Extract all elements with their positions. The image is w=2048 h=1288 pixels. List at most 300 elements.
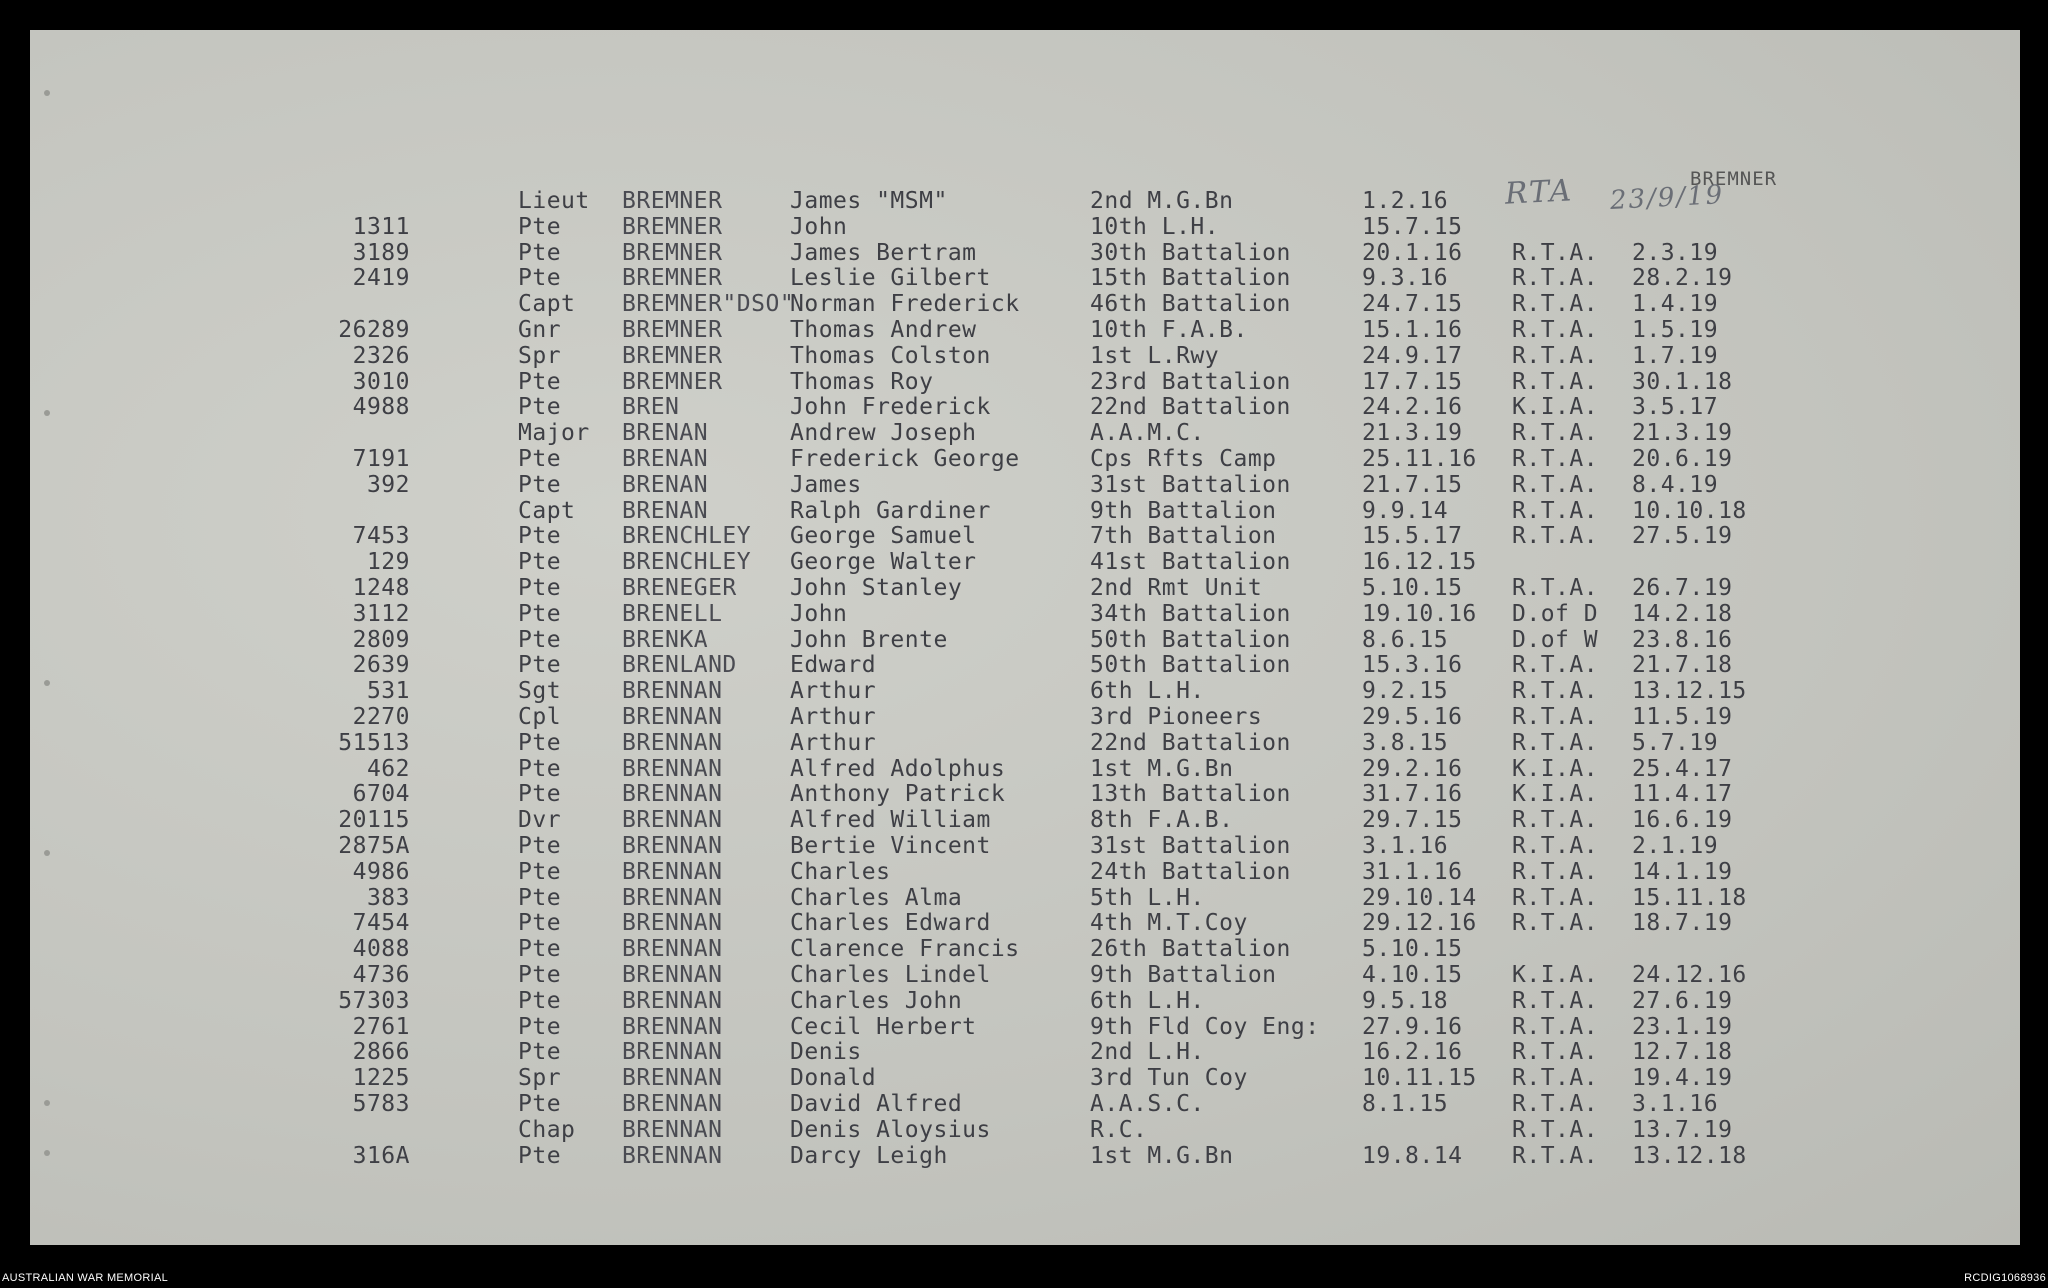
cell-surname: BRENNAN xyxy=(622,858,723,885)
table-row xyxy=(0,962,2048,988)
cell-num: 383 xyxy=(366,884,410,911)
cell-surname: BREN xyxy=(622,394,680,421)
cell-rank: Pte xyxy=(518,936,562,963)
cell-given: John xyxy=(790,600,848,627)
cell-fate: D.of W xyxy=(1512,626,1599,653)
cell-unit: 30th Battalion xyxy=(1090,239,1291,266)
cell-date: 3.8.15 xyxy=(1362,729,1449,756)
cell-num: 4088 xyxy=(352,936,410,963)
cell-rank: Dvr xyxy=(518,807,562,834)
cell-unit: 10th L.H. xyxy=(1090,213,1220,240)
cell-unit: 2nd L.H. xyxy=(1090,1039,1205,1066)
cell-rank: Major xyxy=(518,420,590,447)
cell-fate-date: 8.4.19 xyxy=(1632,471,1719,498)
cell-unit: 22nd Battalion xyxy=(1090,729,1291,756)
cell-rank: Pte xyxy=(518,962,562,988)
cell-date: 21.3.19 xyxy=(1362,420,1463,447)
cell-surname: BRENCHLEY xyxy=(622,523,752,550)
cell-given: James "MSM" xyxy=(790,188,948,214)
cell-fate: R.T.A. xyxy=(1512,342,1599,369)
cell-fate: R.T.A. xyxy=(1512,368,1599,395)
table-row xyxy=(0,936,2048,962)
cell-surname: BRENLAND xyxy=(622,652,737,679)
cell-unit: 31st Battalion xyxy=(1090,471,1291,498)
table-row xyxy=(0,188,2048,214)
table-row xyxy=(0,575,2048,601)
cell-given: David Alfred xyxy=(790,1091,963,1117)
cell-fate: R.T.A. xyxy=(1512,807,1599,834)
cell-date: 16.2.16 xyxy=(1362,1039,1463,1066)
cell-given: Denis Aloysius xyxy=(790,1116,991,1143)
cell-num: 20115 xyxy=(338,807,410,834)
table-row xyxy=(0,523,2048,549)
cell-rank: Pte xyxy=(518,1091,562,1117)
cell-unit: 26th Battalion xyxy=(1090,936,1291,963)
cell-given: Alfred William xyxy=(790,807,991,834)
cell-surname: BRENNAN xyxy=(622,884,723,911)
cell-date: 29.10.14 xyxy=(1362,884,1477,911)
cell-surname: BRENNAN xyxy=(622,1091,723,1117)
cell-unit: 6th L.H. xyxy=(1090,987,1205,1014)
cell-rank: Pte xyxy=(518,755,562,782)
cell-unit: 50th Battalion xyxy=(1090,626,1291,653)
cell-given: Bertie Vincent xyxy=(790,833,991,859)
cell-given: Clarence Francis xyxy=(790,936,1020,963)
cell-fate-date: 2.3.19 xyxy=(1632,239,1719,266)
cell-given: John xyxy=(790,213,848,240)
cell-unit: 9th Battalion xyxy=(1090,497,1277,524)
cell-fate-date: 13.12.15 xyxy=(1632,678,1747,705)
cell-rank: Pte xyxy=(518,1039,562,1066)
cell-surname: BRENAN xyxy=(622,497,709,524)
cell-date: 16.12.15 xyxy=(1362,549,1477,576)
cell-fate-date: 23.8.16 xyxy=(1632,626,1733,653)
cell-fate: R.T.A. xyxy=(1512,446,1599,472)
cell-date: 4.10.15 xyxy=(1362,962,1463,988)
cell-surname: BRENNAN xyxy=(622,807,723,834)
cell-fate: R.T.A. xyxy=(1512,1065,1599,1092)
cell-unit: 15th Battalion xyxy=(1090,265,1291,292)
table-row xyxy=(0,885,2048,911)
cell-rank: Pte xyxy=(518,394,562,421)
cell-fate-date: 28.2.19 xyxy=(1632,265,1733,292)
cell-unit: 23rd Battalion xyxy=(1090,368,1291,395)
cell-fate-date: 1.4.19 xyxy=(1632,291,1719,318)
table-row xyxy=(0,549,2048,575)
cell-surname: BRENNAN xyxy=(622,1065,723,1092)
cell-fate-date: 14.1.19 xyxy=(1632,858,1733,885)
cell-num: 531 xyxy=(366,678,410,705)
cell-fate: D.of D xyxy=(1512,600,1599,627)
cell-surname: BRENNAN xyxy=(622,962,723,988)
cell-date: 5.10.15 xyxy=(1362,936,1463,963)
cell-unit: 7th Battalion xyxy=(1090,523,1277,550)
table-row xyxy=(0,394,2048,420)
cell-fate-date: 23.1.19 xyxy=(1632,1013,1733,1040)
cell-surname: BRENKA xyxy=(622,626,709,653)
cell-unit: 6th L.H. xyxy=(1090,678,1205,705)
cell-given: James Bertram xyxy=(790,239,977,266)
cell-fate-date: 5.7.19 xyxy=(1632,729,1719,756)
cell-num: 6704 xyxy=(352,781,410,808)
cell-date: 29.2.16 xyxy=(1362,755,1463,782)
table-row xyxy=(0,910,2048,936)
table-row xyxy=(0,730,2048,756)
cell-surname: BREMNER xyxy=(622,368,723,395)
cell-fate: R.T.A. xyxy=(1512,729,1599,756)
table-row xyxy=(0,265,2048,291)
cell-surname: BRENEGER xyxy=(622,575,737,601)
cell-date: 15.3.16 xyxy=(1362,652,1463,679)
cell-date: 19.10.16 xyxy=(1362,600,1477,627)
table-row xyxy=(0,833,2048,859)
cell-fate: R.T.A. xyxy=(1512,317,1599,343)
cell-date: 20.1.16 xyxy=(1362,239,1463,266)
cell-date: 15.5.17 xyxy=(1362,523,1463,550)
cell-num: 7453 xyxy=(352,523,410,550)
cell-given: Arthur xyxy=(790,704,877,730)
cell-date: 29.12.16 xyxy=(1362,910,1477,937)
cell-rank: Pte xyxy=(518,884,562,911)
cell-surname: BRENNAN xyxy=(622,833,723,859)
table-row xyxy=(0,678,2048,704)
cell-rank: Capt xyxy=(518,291,576,318)
cell-given: James xyxy=(790,471,862,498)
cell-given: Denis xyxy=(790,1039,862,1066)
cell-rank: Pte xyxy=(518,600,562,627)
cell-given: George Samuel xyxy=(790,523,977,550)
cell-num: 2866 xyxy=(352,1039,410,1066)
cell-surname: BRENNAN xyxy=(622,1116,723,1143)
cell-fate: R.T.A. xyxy=(1512,987,1599,1014)
table-row xyxy=(0,1039,2048,1065)
cell-surname: BREMNER xyxy=(622,188,723,214)
table-row xyxy=(0,807,2048,833)
cell-surname: BREMNER xyxy=(622,317,723,343)
cell-rank: Pte xyxy=(518,575,562,601)
cell-rank: Pte xyxy=(518,729,562,756)
cell-unit: 1st M.G.Bn xyxy=(1090,755,1234,782)
cell-unit: 1st L.Rwy xyxy=(1090,342,1220,369)
cell-date: 24.9.17 xyxy=(1362,342,1463,369)
cell-rank: Pte xyxy=(518,910,562,937)
cell-given: Thomas Colston xyxy=(790,342,991,369)
cell-given: Charles Alma xyxy=(790,884,963,911)
cell-unit: 3rd Tun Coy xyxy=(1090,1065,1248,1092)
cell-given: Thomas Andrew xyxy=(790,317,977,343)
cell-given: John Frederick xyxy=(790,394,991,421)
cell-rank: Cpl xyxy=(518,704,562,730)
table-row xyxy=(0,756,2048,782)
cell-rank: Pte xyxy=(518,781,562,808)
cell-fate-date: 27.5.19 xyxy=(1632,523,1733,550)
cell-given: Alfred Adolphus xyxy=(790,755,1006,782)
cell-fate: R.T.A. xyxy=(1512,497,1599,524)
cell-date: 8.6.15 xyxy=(1362,626,1449,653)
cell-fate: R.T.A. xyxy=(1512,1142,1599,1169)
cell-fate-date: 13.7.19 xyxy=(1632,1116,1733,1143)
cell-date: 8.1.15 xyxy=(1362,1091,1449,1117)
cell-fate: R.T.A. xyxy=(1512,1013,1599,1040)
cell-given: Frederick George xyxy=(790,446,1020,472)
table-row xyxy=(0,859,2048,885)
cell-fate: R.T.A. xyxy=(1512,471,1599,498)
cell-date: 25.11.16 xyxy=(1362,446,1477,472)
cell-unit: 50th Battalion xyxy=(1090,652,1291,679)
cell-rank: Pte xyxy=(518,368,562,395)
cell-surname: BREMNER xyxy=(622,239,723,266)
cell-num: 2270 xyxy=(352,704,410,730)
cell-surname: BRENNAN xyxy=(622,678,723,705)
cell-unit: R.C. xyxy=(1090,1116,1148,1143)
cell-num: 3112 xyxy=(352,600,410,627)
cell-unit: 41st Battalion xyxy=(1090,549,1291,576)
cell-unit: 5th L.H. xyxy=(1090,884,1205,911)
cell-fate-date: 2.1.19 xyxy=(1632,833,1719,859)
cell-fate: K.I.A. xyxy=(1512,962,1599,988)
cell-fate: R.T.A. xyxy=(1512,833,1599,859)
cell-given: Thomas Roy xyxy=(790,368,934,395)
cell-given: Charles Edward xyxy=(790,910,991,937)
cell-unit: 46th Battalion xyxy=(1090,291,1291,318)
cell-unit: 13th Battalion xyxy=(1090,781,1291,808)
table-row xyxy=(0,291,2048,317)
cell-date: 9.2.15 xyxy=(1362,678,1449,705)
cell-given: Darcy Leigh xyxy=(790,1142,948,1169)
cell-num: 4736 xyxy=(352,962,410,988)
cell-date: 5.10.15 xyxy=(1362,575,1463,601)
cell-given: John Stanley xyxy=(790,575,963,601)
cell-fate: R.T.A. xyxy=(1512,265,1599,292)
cell-unit: 1st M.G.Bn xyxy=(1090,1142,1234,1169)
cell-unit: 24th Battalion xyxy=(1090,858,1291,885)
cell-unit: 8th F.A.B. xyxy=(1090,807,1234,834)
cell-date: 24.7.15 xyxy=(1362,291,1463,318)
cell-num: 4988 xyxy=(352,394,410,421)
cell-unit: 2nd M.G.Bn xyxy=(1090,188,1234,214)
cell-fate-date: 11.5.19 xyxy=(1632,704,1733,730)
cell-surname: BRENNAN xyxy=(622,755,723,782)
handwritten-annotation: RTA xyxy=(1504,173,1574,212)
cell-date: 29.7.15 xyxy=(1362,807,1463,834)
cell-num: 316A xyxy=(352,1142,410,1169)
cell-fate: R.T.A. xyxy=(1512,910,1599,937)
cell-num: 392 xyxy=(366,471,410,498)
cell-fate: R.T.A. xyxy=(1512,858,1599,885)
cell-fate: R.T.A. xyxy=(1512,239,1599,266)
cell-rank: Chap xyxy=(518,1116,576,1143)
cell-fate: R.T.A. xyxy=(1512,678,1599,705)
cell-given: Arthur xyxy=(790,678,877,705)
cell-fate: R.T.A. xyxy=(1512,1091,1599,1117)
cell-fate-date: 21.3.19 xyxy=(1632,420,1733,447)
cell-given: Charles John xyxy=(790,987,963,1014)
cell-fate: R.T.A. xyxy=(1512,523,1599,550)
punch-hole xyxy=(44,90,50,96)
cell-given: George Walter xyxy=(790,549,977,576)
cell-num: 4986 xyxy=(352,858,410,885)
cell-unit: 34th Battalion xyxy=(1090,600,1291,627)
cell-num: 51513 xyxy=(338,729,410,756)
cell-given: John Brente xyxy=(790,626,948,653)
cell-fate-date: 18.7.19 xyxy=(1632,910,1733,937)
cell-surname: BRENNAN xyxy=(622,781,723,808)
table-row xyxy=(0,627,2048,653)
cell-date: 31.7.16 xyxy=(1362,781,1463,808)
cell-rank: Pte xyxy=(518,523,562,550)
cell-fate: R.T.A. xyxy=(1512,884,1599,911)
cell-date: 17.7.15 xyxy=(1362,368,1463,395)
cell-surname: BRENNAN xyxy=(622,1142,723,1169)
cell-unit: 2nd Rmt Unit xyxy=(1090,575,1263,601)
table-row xyxy=(0,343,2048,369)
cell-unit: 3rd Pioneers xyxy=(1090,704,1263,730)
cell-given: Norman Frederick xyxy=(790,291,1020,318)
cell-fate-date: 11.4.17 xyxy=(1632,781,1733,808)
cell-num: 7191 xyxy=(352,446,410,472)
cell-rank: Pte xyxy=(518,213,562,240)
cell-given: Charles xyxy=(790,858,891,885)
cell-surname: BREMNER xyxy=(622,213,723,240)
cell-num: 1248 xyxy=(352,575,410,601)
cell-fate-date: 25.4.17 xyxy=(1632,755,1733,782)
cell-date: 3.1.16 xyxy=(1362,833,1449,859)
cell-unit: 9th Fld Coy Eng: xyxy=(1090,1013,1320,1040)
cell-rank: Pte xyxy=(518,446,562,472)
cell-surname: BRENAN xyxy=(622,420,709,447)
cell-surname: BRENNAN xyxy=(622,1013,723,1040)
cell-unit: Cps Rfts Camp xyxy=(1090,446,1277,472)
table-row xyxy=(0,446,2048,472)
cell-date: 1.2.16 xyxy=(1362,188,1449,214)
cell-fate: K.I.A. xyxy=(1512,755,1599,782)
cell-fate-date: 26.7.19 xyxy=(1632,575,1733,601)
cell-date: 29.5.16 xyxy=(1362,704,1463,730)
cell-surname: BRENCHLEY xyxy=(622,549,752,576)
table-row xyxy=(0,1091,2048,1117)
cell-given: Anthony Patrick xyxy=(790,781,1006,808)
cell-num: 129 xyxy=(366,549,410,576)
cell-rank: Pte xyxy=(518,1142,562,1169)
cell-given: Ralph Gardiner xyxy=(790,497,991,524)
cell-surname: BRENELL xyxy=(622,600,723,627)
table-row xyxy=(0,781,2048,807)
cell-fate-date: 13.12.18 xyxy=(1632,1142,1747,1169)
table-row xyxy=(0,317,2048,343)
table-row xyxy=(0,601,2048,627)
table-row xyxy=(0,988,2048,1014)
cell-num: 3010 xyxy=(352,368,410,395)
cell-unit: 10th F.A.B. xyxy=(1090,317,1248,343)
cell-num: 2875A xyxy=(338,833,410,859)
cell-rank: Lieut xyxy=(518,188,590,214)
cell-rank: Pte xyxy=(518,833,562,859)
cell-fate-date: 15.11.18 xyxy=(1632,884,1747,911)
cell-fate-date: 20.6.19 xyxy=(1632,446,1733,472)
cell-fate-date: 3.5.17 xyxy=(1632,394,1719,421)
cell-rank: Pte xyxy=(518,987,562,1014)
cell-fate-date: 16.6.19 xyxy=(1632,807,1733,834)
table-row xyxy=(0,369,2048,395)
table-row xyxy=(0,1065,2048,1091)
cell-fate-date: 24.12.16 xyxy=(1632,962,1747,988)
cell-date: 21.7.15 xyxy=(1362,471,1463,498)
cell-given: Andrew Joseph xyxy=(790,420,977,447)
cell-given: Charles Lindel xyxy=(790,962,991,988)
cell-date: 27.9.16 xyxy=(1362,1013,1463,1040)
handwritten-date-annotation: 23/9/19 xyxy=(1609,180,1725,216)
cell-num: 5783 xyxy=(352,1091,410,1117)
cell-num: 2639 xyxy=(352,652,410,679)
table-row xyxy=(0,472,2048,498)
cell-fate-date: 1.5.19 xyxy=(1632,317,1719,343)
table-row xyxy=(0,240,2048,266)
cell-given: Donald xyxy=(790,1065,877,1092)
cell-fate-date: 14.2.18 xyxy=(1632,600,1733,627)
table-row xyxy=(0,1143,2048,1169)
cell-num: 1225 xyxy=(352,1065,410,1092)
cell-unit: A.A.M.C. xyxy=(1090,420,1205,447)
cell-fate-date: 21.7.18 xyxy=(1632,652,1733,679)
footer-left: AUSTRALIAN WAR MEMORIAL xyxy=(2,1272,169,1284)
table-row xyxy=(0,704,2048,730)
cell-rank: Pte xyxy=(518,626,562,653)
cell-unit: A.A.S.C. xyxy=(1090,1091,1205,1117)
cell-date: 31.1.16 xyxy=(1362,858,1463,885)
table-row xyxy=(0,498,2048,524)
cell-surname: BRENAN xyxy=(622,446,709,472)
cell-rank: Pte xyxy=(518,239,562,266)
cell-surname: BRENNAN xyxy=(622,1039,723,1066)
cell-fate: K.I.A. xyxy=(1512,781,1599,808)
cell-fate: R.T.A. xyxy=(1512,704,1599,730)
cell-fate-date: 3.1.16 xyxy=(1632,1091,1719,1117)
cell-fate-date: 27.6.19 xyxy=(1632,987,1733,1014)
cell-rank: Pte xyxy=(518,265,562,292)
cell-fate-date: 19.4.19 xyxy=(1632,1065,1733,1092)
table-row xyxy=(0,214,2048,240)
cell-surname: BRENNAN xyxy=(622,936,723,963)
cell-unit: 31st Battalion xyxy=(1090,833,1291,859)
cell-fate-date: 1.7.19 xyxy=(1632,342,1719,369)
cell-num: 3189 xyxy=(352,239,410,266)
cell-fate: R.T.A. xyxy=(1512,1116,1599,1143)
cell-num: 1311 xyxy=(352,213,410,240)
cell-fate: R.T.A. xyxy=(1512,420,1599,447)
cell-surname: BRENNAN xyxy=(622,987,723,1014)
cell-surname: BRENNAN xyxy=(622,910,723,937)
cell-rank: Pte xyxy=(518,652,562,679)
cell-fate-date: 10.10.18 xyxy=(1632,497,1747,524)
cell-date: 9.5.18 xyxy=(1362,987,1449,1014)
cell-given: Leslie Gilbert xyxy=(790,265,991,292)
cell-rank: Pte xyxy=(518,549,562,576)
table-row xyxy=(0,1117,2048,1143)
cell-fate-date: 30.1.18 xyxy=(1632,368,1733,395)
cell-surname: BRENNAN xyxy=(622,704,723,730)
footer-right: RCDIG1068936 xyxy=(1964,1272,2046,1284)
cell-date: 24.2.16 xyxy=(1362,394,1463,421)
table-row xyxy=(0,652,2048,678)
table-row xyxy=(0,1014,2048,1040)
cell-rank: Pte xyxy=(518,471,562,498)
cell-given: Cecil Herbert xyxy=(790,1013,977,1040)
cell-num: 2419 xyxy=(352,265,410,292)
cell-fate: R.T.A. xyxy=(1512,1039,1599,1066)
cell-rank: Spr xyxy=(518,1065,562,1092)
cell-num: 26289 xyxy=(338,317,410,343)
cell-date: 9.9.14 xyxy=(1362,497,1449,524)
